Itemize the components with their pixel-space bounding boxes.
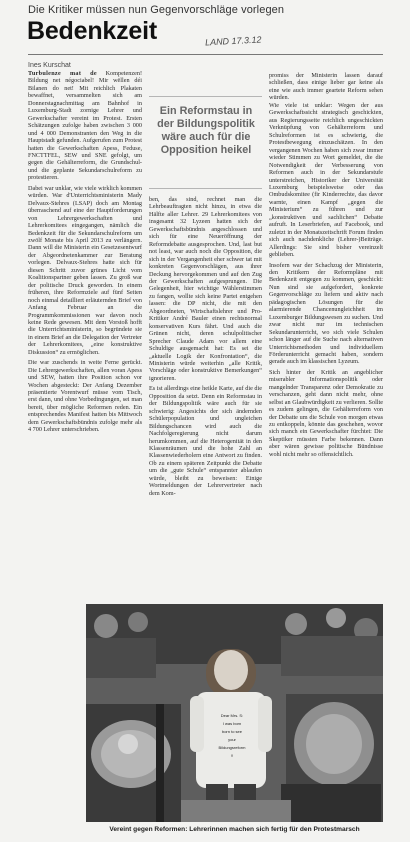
article-column-3-top	[269, 72, 383, 100]
photo-caption: Vereint gegen Reformen: Lehrerinnen machen sich fertig für den Protestmarsch	[109, 826, 360, 833]
column-3-paragraph-1: Wie viele ist unklar: Wegen der aus Gewerkschaftssicht strategisch geschickten, aus Regierungsseite reichlich ungeschickten Verknüpfung von Gehälterreform und Schulreformen ist es schwierig, die Protestbewegung einzuschätzen. In den vergangenen Wochen haben sich zwar immer wieder Stimmen zu Wort gemeldet, die die Notwendigkeit der Verbesserung von Reformen auch in der Sekundarstufe unterstreichen, Historiker der Universität Luxemburg beispielsweise oder das Ombudskomitee (fir Kinderrechte, das davor warnte, einen Kampf „gegen die Ministerium“ zu führen und zur „konstruktiven und sachlichen“ Debatte aufruft. In Leserbriefen, auf Facebook, und zuletzt in der Monatszeitschrift Forum finden sich auch nachdenkliche (Lehrer-)Beiträge. Allerdings: Sie sind bisher vereinzelt geblieben.	[269, 102, 383, 259]
column-1-paragraph-2: Dabei war unklar, wie viele wirklich kommen würden. War d'Unterrichtsministerin Mady Delvaux-Stehres (LSAP) doch am Montag überraschend auf eine der Hauptforderungen von Lehrergewerkschaften und Lehrerkomitees eingegangen, nämlich die Bedenkzeit für die Sekundarschulreform um zwölf Monate bis April 2013 zu verlängern. Dann will die Ministerin ein Gesetzesentwurf der Abgeordnetenkammer zur Beratung vorlegen. Delvaux-Stehres hatte sich für diesen Schritt zuvor grünes Licht vom Koalitionspartner geben lassen. Zu groß war der politische Druck geworden. In einem früheren, ihre Reformziele auf fünf Seiten noch einmal detailliert erläuternden Brief von Anfang Februar an die Programmkommissionen war davon noch keine Rede gewesen. Mit dem Vorstoß hofft die Unterrichtsministerin, so begründete sie in einem Brief an die Delegation der Vertreter der Lehrerkomitees, „eine konstruktive Diskussion“ zu ermöglichen.	[28, 184, 142, 356]
handwritten-date-stamp: LAND 17.3.12	[204, 34, 262, 48]
protest-photo-illustration	[86, 604, 383, 822]
column-3-paragraph-0: promiss der Ministerin lassen darauf schließen, dass einige lieber gar keine als eine wie auch immer geartete Reform sehen würden.	[269, 72, 383, 100]
column-3-paragraph-2: Insofern war der Schachzug der Ministerin, den Kritikern der Reformpläne mit Bedenkzeit entgegen zu kommen, geschickt: Nun sind sie aufgefordert, konkrete Gegenvorschläge zu liefern und aktiv nach pädagogischen Lösungen für die alarmierende Chancenungleichheit im Luxemburger Bildungswesen zu suchen. Und zwar nicht nur im technischen Sekundarunterricht, wo sich viele Schulen schon länger auf die Suche nach alternativen Unterrichtsmethoden und individuellem Förderunterricht gemacht haben, sondern gerade auch im klassischen Lyzeum.	[269, 261, 383, 366]
shirt-line-2: I was born	[222, 721, 242, 726]
column-1-paragraph-3: Die war zuschends in weite Ferne gerückt. Die Lehrergewerkschaften, allen voran Apess und SEW, hatten ihre Position schon vor Wochen abgesteckt: Der Anfang Dezember präsentierte Vorentwurf müsse vom Tisch, erst dann, und ohne Vorbedingungen, sei man bereit, über mögliche Reformen reden. Ein entsprechendes Manifest hatten bis Mittwoch dem Gewerkschaftsbündnis zufolge mehr als 4 700 Lehrer unterschrieben.	[28, 359, 142, 434]
column-2-paragraph-1: ben, das sind, rechnet man die Lehrbeauftragten nicht hinzu, in etwa die Hälfte aller Lehrer. 29 Lehrerkomitees von insgesamt 32 Lyzeen hatten sich der Gewerkschaftsbündnis angeschlossen und sich für eine Neueröffnung der Reformdebatte ausgesprochen. Und, last but not least, war auch noch die Opposition, die sich in der Vergangenheit eher schwer tat mit konkreten Gegenvorschlägen, aus ihrer Deckung hervorgekommen und auf den Zug der Gewerkschaften aufgesprungen. Die Gelegenheit, hier wichtige Wählerstimmen zu fangen, wollte sich keine Partei entgehen lassen: die DP nicht, die mit den Abgeordneten, Wirtschaftslehrer und Pro-Kritiker André Bauler einen rechtsnormal konservativen Kurs fährt. Und auch die Grünen nicht, deren schulpolitischer Sprecher Claude Adam vor allem eine Schuldige ausgemacht hat: Es sei die „aktuelle Logik der Konfrontation“, die Ministerin würde weiterhin „alle Kritik, Vorschläge oder konstruktive Bemerkungen“ ignorieren.	[149, 196, 262, 382]
shirt-line-1: Dear Mrs. S:	[220, 713, 244, 718]
article-author: Ines Kurschat	[28, 62, 71, 69]
protest-photo	[86, 604, 383, 822]
article-column-1	[28, 70, 142, 600]
article-column-2	[149, 196, 262, 602]
article-headline: Bedenkzeit	[27, 17, 157, 45]
lead-in-text: Turbulenze mat de	[28, 70, 97, 77]
article-column-3	[269, 102, 383, 602]
column-3-paragraph-3: Sich hinter der Kritik an angeblicher miserabler Informationspolitik oder mangelnder Transparenz oder Demokratie zu verschanzen, geht dann nicht mehr, ohne selbst an Glaubwürdigkeit zu verlieren. Sollte es zudem gelingen, die Gehälterreform von der Debatte um die Schule von morgen etwas zu entkoppeln, könnte das geschehen, wovor sich manch ein Gewerkschafter fürchtet: Die Skeptiker müssten Farbe bekennen. Dann aber wären gewisse politische Bündnisse wohl nicht mehr so offensichtlich.	[269, 368, 383, 458]
shirt-line-6: !!	[230, 753, 234, 758]
headline-rule	[28, 54, 383, 55]
column-1-paragraph-1-text: Kompetenzen! Bildung net négociabel! Mir wëllen déi Bilanen do net! Mit reichlich Plakaten bewaffnet, versammelten sich am Donnerstagnachmittag am Bahnhof in Luxemburg-Stadt zornige Lehrer und Gewerkschafter vereint im Protest. Ersten Schätzungen zufolge haben zwischen 3 000 und 4 000 Demonstranten den Weg in die Hauptstadt gefunden. Aufgerufen zum Protest hatten die Gewerkschaften Apess, Feduse, FNCTTFEL, SEW und SNE gefolgt, um gegen die Gehälterreform, die Grundschul- und die geplante Sekundarschulreform zu protestieren.	[28, 70, 142, 182]
shirt-line-4: your	[228, 737, 236, 742]
pull-quote	[149, 96, 262, 192]
column-1-paragraph	[28, 70, 142, 182]
column-2-paragraph-2: Es ist allerdings eine heikle Karte, auf die die Opposition da setzt. Denn ein Reformstau in der Bildungspolitik wäre auch für sie schwierig: Angesichts der sich ändernden Schülerpopulation und ungleichen Bildungschancen wird auch die Nachfolgeregierung nicht darum herumkommen, auf die Heterogenität in den Klassenräumen und die hohe Zahl an Klassenwiederholern eine Antwort zu finden. Ob zu einem späteren Zeitpunkt die Debatte um die „gute Schule“ entspannter ablaufen würde, bleibt zu beweisen: Einige Wortmeldungen der Lehrervertreter nach dem Kom-	[149, 385, 262, 497]
shirt-line-3: born to see	[221, 729, 243, 734]
shirt-line-5: Bildungsreform	[218, 745, 246, 750]
pull-quote-rule-top	[149, 96, 262, 97]
article-kicker: Die Kritiker müssen nun Gegenvorschläge vorlegen	[28, 4, 285, 16]
pull-quote-text: Ein Reformstau in der Bildungspolitik wäre auch für die Opposition heikel	[157, 105, 255, 156]
pull-quote-rule-bottom	[149, 188, 262, 189]
